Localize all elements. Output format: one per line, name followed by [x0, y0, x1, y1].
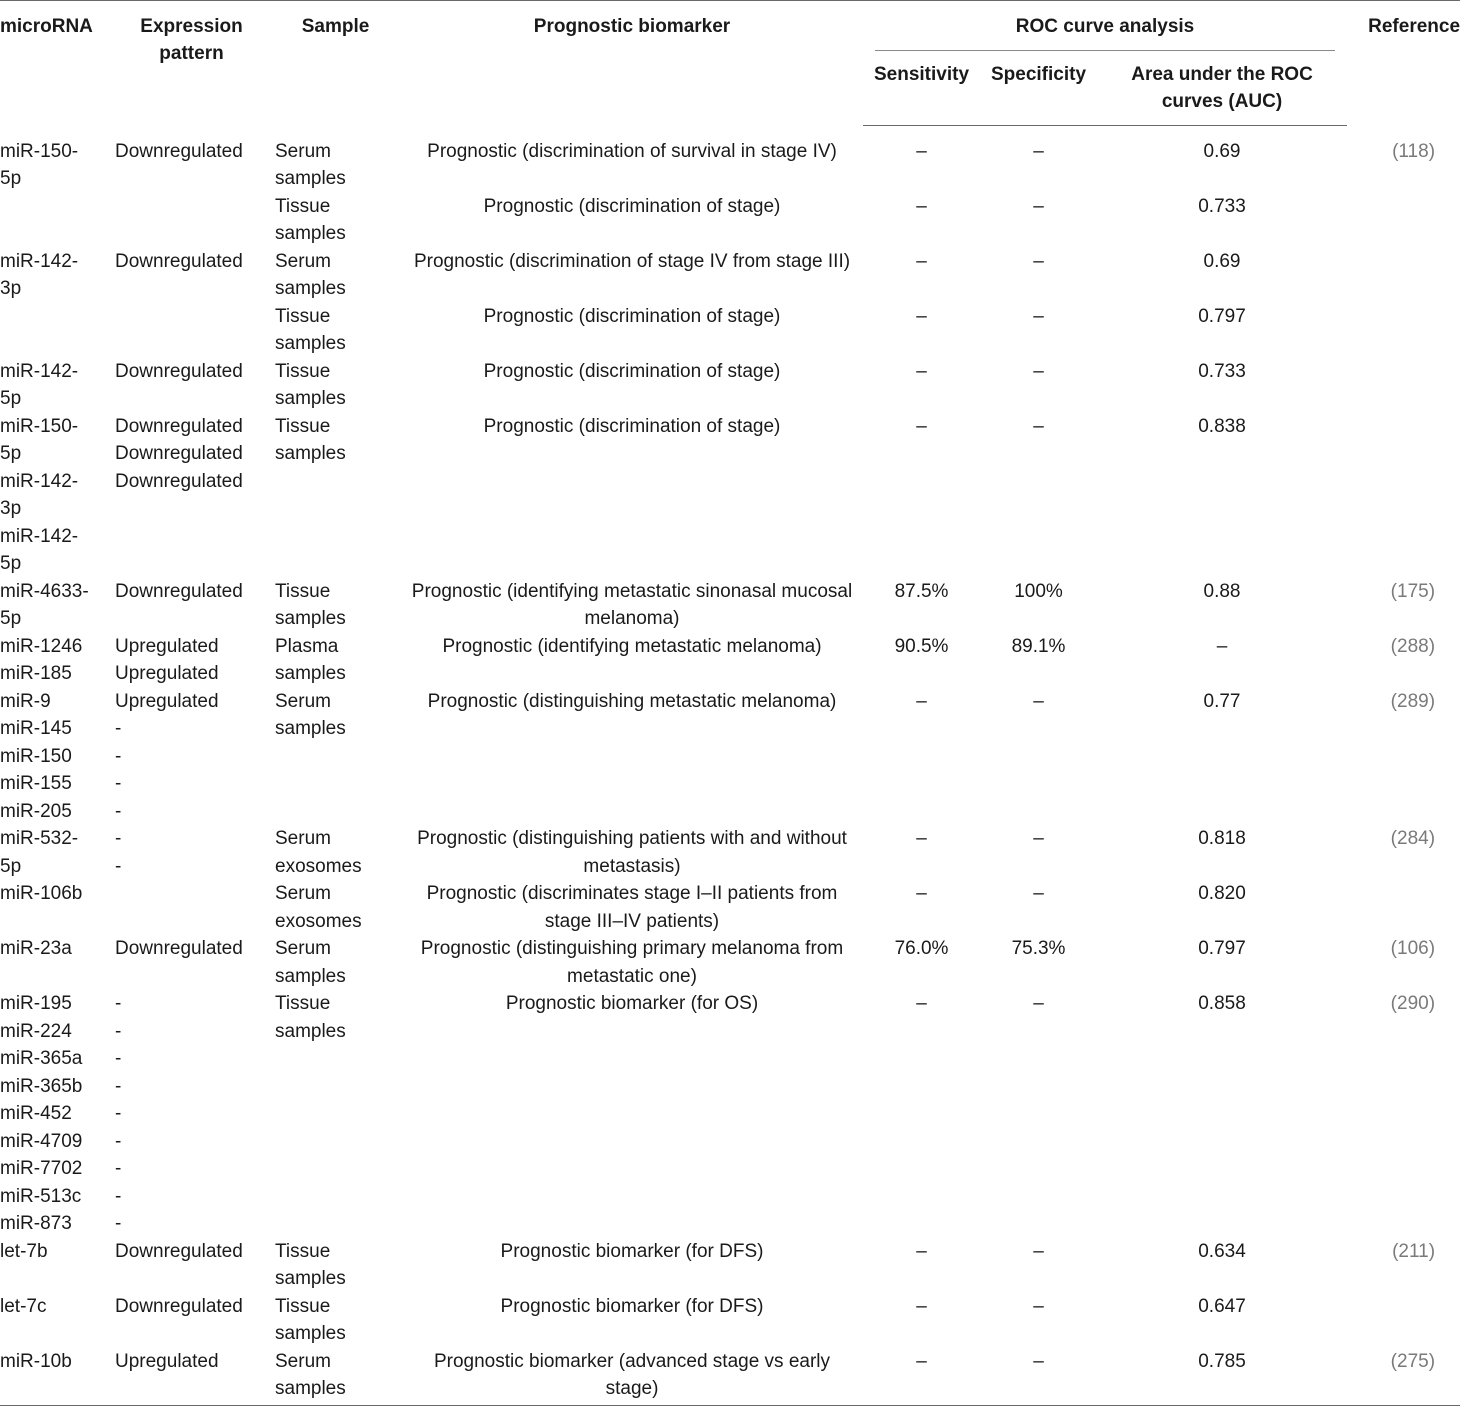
auc-cell: 0.797 — [1198, 305, 1246, 327]
prognostic-biomarker-cell: Prognostic (discriminates stage I–II patients from stage III–IV patients) — [426, 883, 838, 932]
prognostic-biomarker-cell: Prognostic biomarker (advanced stage vs early stage) — [401, 1348, 863, 1406]
expression-pattern-cell: Downregulated — [115, 250, 243, 272]
expression-pattern-cell: Downregulated — [115, 140, 243, 162]
expression-pattern-cell — [113, 880, 270, 935]
microrna-cell: miR-10b — [0, 1348, 113, 1406]
sample-cell: Tissue samples — [275, 993, 346, 1042]
sensitivity-cell: – — [916, 690, 927, 712]
specificity-cell: – — [1033, 1295, 1044, 1317]
auc-cell: 0.818 — [1198, 828, 1246, 849]
reference-cell: (175) — [1390, 580, 1436, 602]
auc-cell: 0.797 — [1198, 938, 1246, 959]
sensitivity-cell: – — [916, 1240, 927, 1262]
table-row — [0, 303, 1460, 358]
auc-cell: – — [1216, 635, 1228, 657]
reference-cell: (284) — [1390, 828, 1436, 849]
reference-cell — [1347, 413, 1460, 578]
specificity-cell: – — [1033, 250, 1044, 272]
expression-pattern-cell — [113, 193, 270, 248]
table-row — [0, 1293, 1460, 1348]
auc-cell: 0.858 — [1198, 993, 1246, 1014]
sensitivity-cell: – — [916, 305, 927, 327]
table-row — [0, 935, 1460, 990]
sample-cell: Serum samples — [275, 250, 346, 299]
sensitivity-cell: – — [916, 1295, 927, 1317]
auc-cell: 0.820 — [1198, 883, 1246, 904]
sample-cell: Tissue samples — [275, 360, 346, 409]
microrna-cell: miR-9 miR-145 miR-150 miR-155 miR-205 — [0, 690, 72, 822]
microrna-cell: miR-4633- 5p — [0, 580, 89, 629]
sensitivity-cell: 87.5% — [894, 580, 949, 602]
auc-cell: 0.733 — [1198, 195, 1246, 217]
reference-cell: (211) — [1392, 1240, 1436, 1262]
table-body — [0, 126, 1460, 1406]
sample-cell: Tissue samples — [275, 195, 346, 244]
specificity-cell: – — [1033, 1240, 1044, 1262]
prognostic-biomarker-cell: Prognostic (discrimination of survival in stage IV) — [427, 140, 837, 162]
expression-pattern-cell: - - - - - - - - - — [115, 993, 122, 1234]
reference-cell: (275) — [1347, 1348, 1460, 1406]
sample-cell: Tissue samples — [275, 580, 346, 629]
header-specificity: Specificity — [980, 51, 1097, 126]
microrna-cell: miR-106b — [0, 883, 83, 904]
sensitivity-cell: – — [863, 1348, 980, 1406]
prognostic-biomarker-cell: Prognostic (distinguishing patients with and without metastasis) — [417, 828, 847, 877]
sample-cell: Tissue samples — [275, 415, 346, 464]
specificity-cell: – — [1033, 141, 1044, 162]
header-expression-pattern: Expression pattern — [113, 1, 270, 126]
microrna-cell: miR-150- 5p miR-142- 3p miR-142- 5p — [0, 415, 79, 574]
microrna-cell: miR-150- 5p — [0, 140, 79, 189]
prognostic-biomarker-cell: Prognostic (distinguishing primary melanoma from metastatic one) — [420, 938, 844, 987]
prognostic-biomarker-cell: Prognostic (discrimination of stage) — [483, 305, 781, 327]
table-row — [0, 248, 1460, 303]
sensitivity-cell: – — [916, 250, 927, 272]
header-auc: Area under the ROC curves (AUC) — [1097, 51, 1347, 126]
microrna-cell: miR-23a — [0, 938, 72, 959]
microrna-cell: miR-1246 miR-185 — [0, 635, 83, 684]
sample-cell: Serum exosomes — [275, 828, 362, 877]
reference-cell: (106) — [1390, 938, 1436, 959]
sensitivity-cell: – — [916, 195, 927, 217]
specificity-cell: – — [1033, 828, 1044, 849]
table-row — [0, 688, 1460, 826]
sensitivity-cell: – — [916, 415, 927, 437]
expression-pattern-cell — [113, 303, 270, 358]
table-row — [0, 578, 1460, 633]
prognostic-biomarker-cell: Prognostic (identifying metastatic sinonasal mucosal melanoma) — [411, 580, 853, 629]
sample-cell: Serum samples — [275, 690, 346, 739]
sample-cell: Tissue samples — [275, 1240, 346, 1289]
reference-cell — [1347, 1293, 1460, 1348]
expression-pattern-cell: Downregulated Downregulated Downregulated — [115, 415, 243, 492]
microrna-cell — [0, 303, 113, 358]
reference-cell — [1347, 193, 1460, 248]
microrna-cell: miR-142- 3p — [0, 250, 79, 299]
prognostic-biomarker-cell: Prognostic biomarker (for DFS) — [500, 1295, 764, 1317]
table-row — [0, 413, 1460, 578]
specificity-cell: – — [980, 1348, 1097, 1406]
microrna-cell: miR-532- 5p — [0, 828, 79, 877]
expression-pattern-cell: - - — [115, 828, 122, 877]
specificity-cell: 89.1% — [1011, 635, 1066, 657]
expression-pattern-cell: Upregulated — [113, 1348, 270, 1406]
microrna-cell: miR-195 miR-224 miR-365a miR-365b miR-452 miR-4709 miR-7702 miR-513c miR-873 — [0, 993, 83, 1234]
prognostic-biomarker-cell: Prognostic (discrimination of stage) — [483, 415, 781, 437]
auc-cell: 0.69 — [1203, 141, 1241, 162]
specificity-cell: 75.3% — [1011, 938, 1066, 959]
auc-cell: 0.77 — [1203, 690, 1241, 712]
reference-cell: (290) — [1390, 993, 1436, 1014]
expression-pattern-cell: Upregulated - - - - — [115, 690, 219, 822]
specificity-cell: – — [1033, 195, 1044, 217]
auc-cell: 0.838 — [1198, 415, 1246, 437]
sensitivity-cell: – — [916, 141, 927, 162]
auc-cell: 0.69 — [1203, 250, 1241, 272]
table-row — [0, 633, 1460, 688]
sample-cell: Tissue samples — [275, 1295, 346, 1344]
microrna-cell — [0, 193, 113, 248]
header-microrna: microRNA — [0, 1, 113, 126]
auc-cell: 0.88 — [1203, 580, 1241, 602]
prognostic-biomarker-cell: Prognostic (identifying metastatic melanoma) — [442, 635, 822, 657]
table-row — [0, 1238, 1460, 1293]
reference-cell: (118) — [1392, 140, 1436, 162]
expression-pattern-cell: Downregulated — [115, 580, 243, 602]
specificity-cell: – — [1033, 360, 1044, 382]
table-row — [0, 990, 1460, 1238]
sample-cell: Serum samples — [270, 1348, 401, 1406]
specificity-cell: – — [1033, 690, 1044, 712]
header-sample: Sample — [270, 1, 401, 126]
auc-cell: 0.733 — [1198, 360, 1246, 382]
microrna-cell: let-7b — [0, 1240, 48, 1262]
prognostic-biomarker-cell: Prognostic (discrimination of stage) — [483, 360, 781, 382]
specificity-cell: – — [1033, 305, 1044, 327]
header-prognostic-biomarker: Prognostic biomarker — [401, 1, 863, 126]
specificity-cell: – — [1033, 415, 1044, 437]
sample-cell: Serum samples — [275, 140, 346, 189]
table-row — [0, 193, 1460, 248]
prognostic-biomarker-cell: Prognostic (distinguishing metastatic melanoma) — [427, 690, 837, 712]
table-header — [0, 1, 1460, 126]
sample-cell: Tissue samples — [275, 305, 346, 354]
reference-cell — [1347, 358, 1460, 413]
prognostic-biomarker-cell: Prognostic biomarker (for OS) — [505, 993, 759, 1014]
expression-pattern-cell: Downregulated — [115, 1295, 243, 1317]
sample-cell: Plasma samples — [275, 635, 346, 684]
auc-cell: 0.647 — [1198, 1295, 1246, 1317]
reference-cell — [1347, 248, 1460, 303]
table-row — [0, 880, 1460, 935]
header-roc-curve-analysis: ROC curve analysis — [863, 1, 1347, 52]
expression-pattern-cell: Downregulated — [115, 1240, 243, 1262]
table-row — [0, 126, 1460, 193]
prognostic-biomarker-cell: Prognostic (discrimination of stage IV from stage III) — [413, 250, 851, 272]
table-row — [0, 358, 1460, 413]
prognostic-biomarker-cell: Prognostic (discrimination of stage) — [483, 195, 781, 217]
specificity-cell: 100% — [1014, 580, 1063, 602]
table-row — [0, 825, 1460, 880]
table-row — [0, 1348, 1460, 1406]
reference-cell: (289) — [1390, 690, 1436, 712]
sensitivity-cell: 76.0% — [894, 938, 949, 959]
sensitivity-cell: 90.5% — [894, 635, 949, 657]
microrna-cell: let-7c — [0, 1295, 47, 1317]
specificity-cell: – — [1033, 993, 1044, 1014]
microrna-cell: miR-142- 5p — [0, 360, 79, 409]
sensitivity-cell: – — [916, 993, 927, 1014]
expression-pattern-cell: Downregulated — [115, 938, 243, 959]
expression-pattern-cell: Downregulated — [115, 360, 243, 382]
auc-cell: 0.785 — [1097, 1348, 1347, 1406]
reference-cell — [1347, 880, 1460, 935]
header-sensitivity: Sensitivity — [863, 51, 980, 126]
sample-cell: Serum samples — [275, 938, 346, 987]
expression-pattern-cell: Upregulated Upregulated — [115, 635, 219, 684]
header-reference: Reference — [1347, 1, 1460, 126]
sensitivity-cell: – — [916, 828, 927, 849]
specificity-cell: – — [1033, 883, 1044, 904]
reference-cell: (288) — [1390, 635, 1436, 657]
sample-cell: Serum exosomes — [275, 883, 362, 932]
sensitivity-cell: – — [916, 360, 927, 382]
reference-cell — [1347, 303, 1460, 358]
sensitivity-cell: – — [916, 883, 927, 904]
auc-cell: 0.634 — [1198, 1240, 1246, 1262]
prognostic-biomarker-cell: Prognostic biomarker (for DFS) — [500, 1240, 764, 1262]
